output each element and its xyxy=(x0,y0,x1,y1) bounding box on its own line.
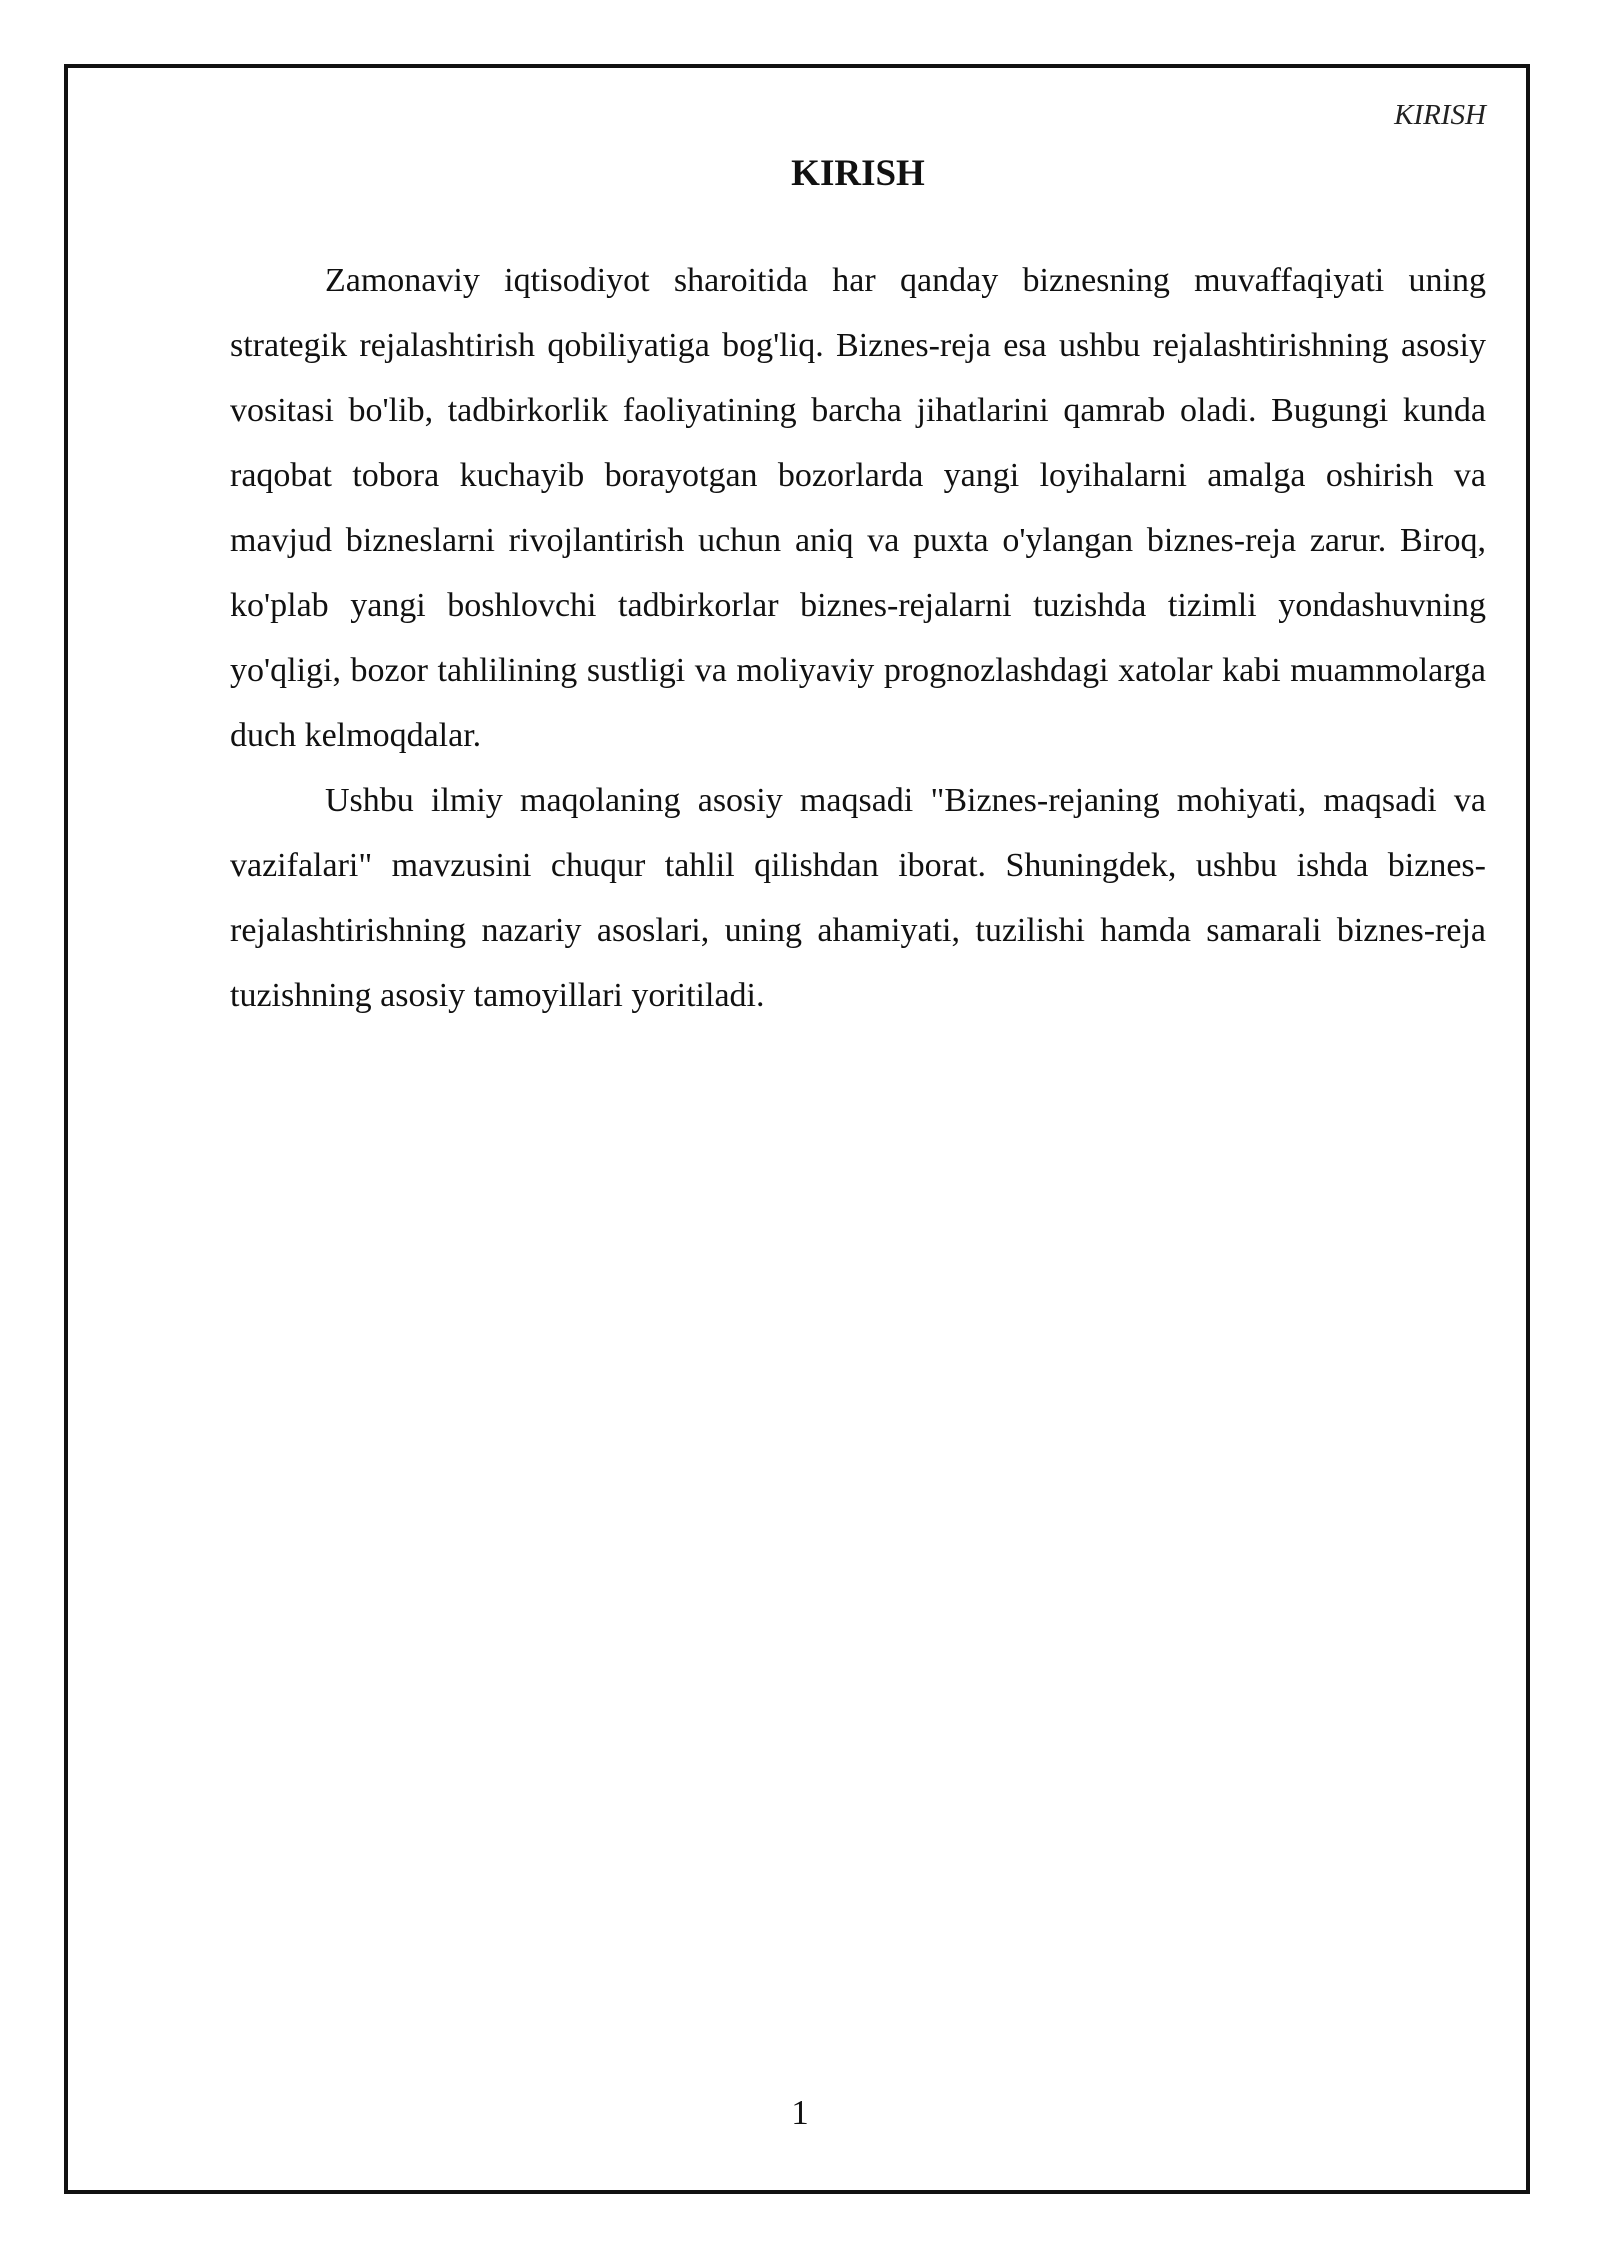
paragraph: Zamonaviy iqtisodiyot sharoitida har qanday biznesning muvaffaqiyati uning strategik rejalashtirish qobiliyatiga bog'liq. Biznes-reja esa ushbu rejalashtirishning asosiy vositasi bo'lib, tadbirkorlik faoliyatining barcha jihatlarini qamrab oladi. Bugungi kunda raqobat tobora kuchayib borayotgan bozorlarda yangi loyihalarni amalga oshirish va mavjud bizneslarni rivojlantirish uchun aniq va puxta o'ylangan biznes-reja zarur. Biroq, ko'plab yangi boshlovchi tadbirkorlar biznes-rejalarni tuzishda tizimli yondashuvning yo'qligi, bozor tahlilining sustligi va moliyaviy prognozlashdagi xatolar kabi muammolarga duch kelmoqdalar. xyxy=(230,262,1486,754)
running-header: KIRISH xyxy=(1394,99,1486,131)
section-title: KIRISH xyxy=(791,153,925,194)
body-text xyxy=(230,248,1486,1028)
page-number: 1 xyxy=(791,2093,809,2132)
paragraph: Ushbu ilmiy maqolaning asosiy maqsadi "Biznes-rejaning mohiyati, maqsadi va vazifalari" mavzusini chuqur tahlil qilishdan iborat. Shuningdek, ushbu ishda biznes-rejalashtirishning nazariy asoslari, uning ahamiyati, tuzilishi hamda samarali biznes-reja tuzishning asosiy tamoyillari yoritiladi. xyxy=(230,782,1486,1014)
